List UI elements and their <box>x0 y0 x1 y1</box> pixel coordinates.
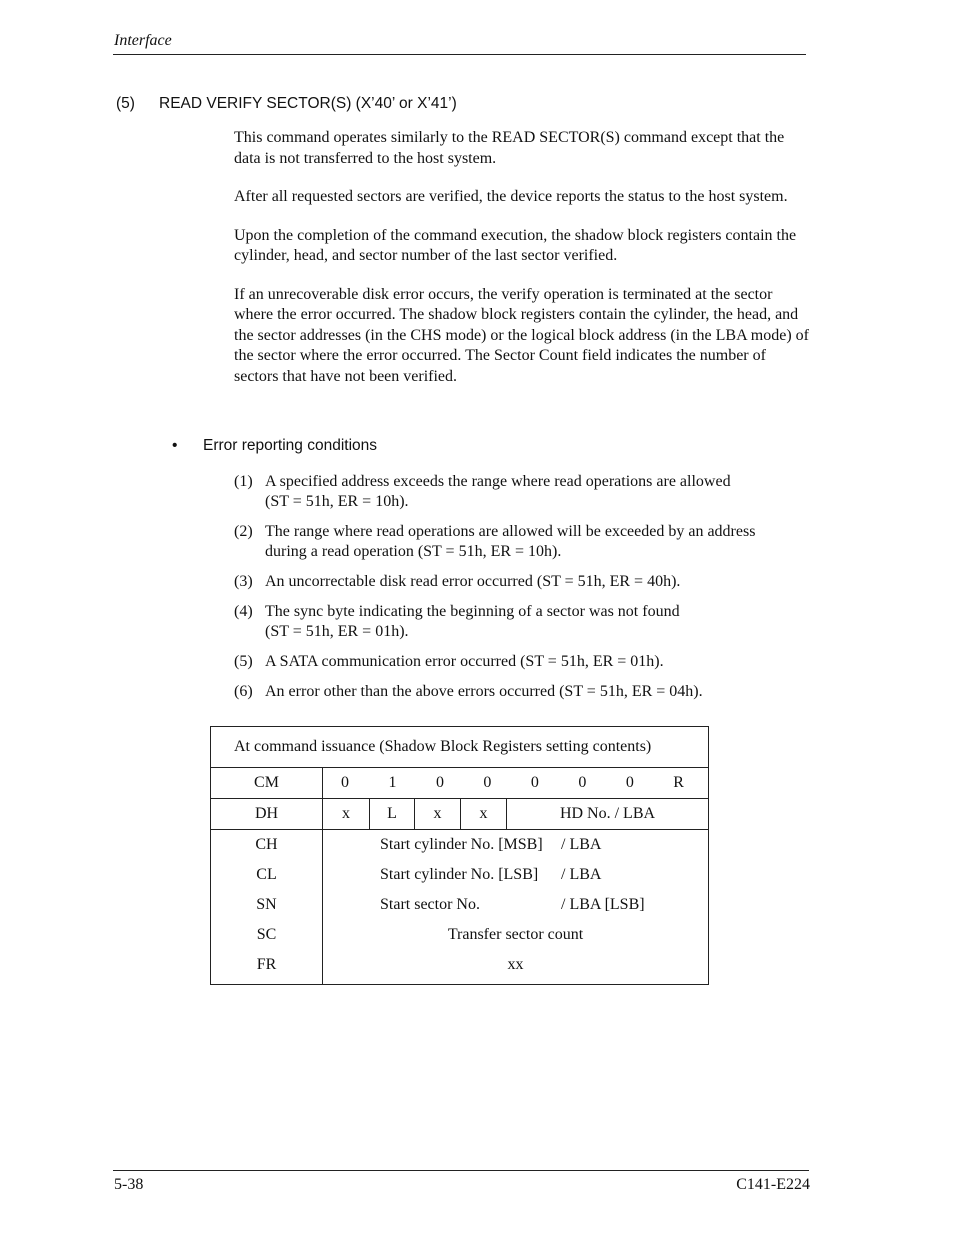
value-ch-a: Start cylinder No. [MSB] <box>380 836 543 853</box>
footer-rule <box>113 1170 809 1171</box>
cm-bit: 0 <box>483 774 492 791</box>
description-paragraphs <box>234 128 809 405</box>
condition-item <box>234 472 814 512</box>
condition-item <box>234 522 814 562</box>
header-rule <box>113 54 806 55</box>
cm-bit: 0 <box>435 774 444 791</box>
condition-number: (3) <box>234 573 253 590</box>
register-label-fr: FR <box>256 956 277 973</box>
condition-item <box>234 572 814 592</box>
register-settings-table <box>210 726 709 985</box>
running-header: Interface <box>114 32 172 49</box>
condition-number: (1) <box>234 473 253 490</box>
value-ch-b: / LBA <box>561 836 602 853</box>
value-row-cl <box>323 864 708 894</box>
register-label-sn: SN <box>256 896 277 913</box>
dh-bit: x <box>415 799 461 830</box>
condition-text-cont: during a read operation (ST = 51h, ER = 10h). <box>265 543 562 560</box>
dh-hd-lba: HD No. / LBA <box>507 799 709 830</box>
value-fr: xx <box>507 956 524 973</box>
condition-list <box>234 472 814 712</box>
section-title: READ VERIFY SECTOR(S) (X’40’ or X’41’) <box>159 95 457 112</box>
value-sc: Transfer sector count <box>447 926 584 943</box>
table-title-row <box>211 727 709 768</box>
paragraph: After all requested sectors are verified, the device reports the status to the host system. <box>234 188 788 205</box>
condition-item <box>234 602 814 642</box>
condition-number: (4) <box>234 603 253 620</box>
cm-bit: 1 <box>388 774 397 791</box>
document-number: C141-E224 <box>736 1176 810 1193</box>
table-row-address-group <box>211 830 709 985</box>
value-cl-b: / LBA <box>561 866 602 883</box>
cm-bit: 0 <box>578 774 587 791</box>
register-label-ch: CH <box>255 836 278 853</box>
register-label-dh: DH <box>211 799 323 830</box>
register-label-cl: CL <box>256 866 277 883</box>
condition-number: (5) <box>234 653 253 670</box>
value-row-ch <box>323 834 708 864</box>
value-sn-a: Start sector No. <box>380 896 480 913</box>
condition-item <box>234 652 814 672</box>
condition-text: An error other than the above errors occurred (ST = 51h, ER = 04h). <box>265 683 703 700</box>
value-row-sn <box>323 894 708 924</box>
register-labels-cell <box>211 830 323 985</box>
bullet-dot: • <box>172 437 178 454</box>
cm-bit: 0 <box>341 774 349 791</box>
dh-bit: x <box>323 799 370 830</box>
condition-text: A SATA communication error occurred (ST = 51h, ER = 01h). <box>265 653 664 670</box>
condition-number: (6) <box>234 683 253 700</box>
paragraph: Upon the completion of the command execution, the shadow block registers contain the cylinder, head, and sector number of the last sector verified. <box>234 226 797 264</box>
value-cl-a: Start cylinder No. [LSB] <box>380 866 539 883</box>
table-row-cm <box>211 768 709 799</box>
paragraph: If an unrecoverable disk error occurs, the verify operation is terminated at the sector where the error occurred. The shadow block registers contain the cylinder, the head, and the sector addresses (in the CHS mode) or the logical block address (in the LBA mode) of the sector where the error occurred. The Sector Count field indicates the number of sectors that have not been verified. <box>234 285 809 385</box>
cm-bit: 0 <box>625 774 634 791</box>
cm-bit: R <box>673 774 684 791</box>
condition-text: A specified address exceeds the range where read operations are allowed <box>265 473 731 490</box>
value-sn-b: / LBA [LSB] <box>561 896 645 913</box>
register-label-cm: CM <box>211 768 323 799</box>
register-label-sc: SC <box>256 926 277 943</box>
cm-bits-cell <box>323 768 709 799</box>
condition-text: The sync byte indicating the beginning of a sector was not found <box>265 603 680 620</box>
condition-text: An uncorrectable disk read error occurred (ST = 51h, ER = 40h). <box>265 573 681 590</box>
page-number: 5-38 <box>114 1176 144 1193</box>
value-row-sc <box>323 924 708 954</box>
condition-number: (2) <box>234 523 253 540</box>
register-values-cell <box>323 830 709 985</box>
condition-text-cont: (ST = 51h, ER = 01h). <box>265 623 409 640</box>
section-number: (5) <box>116 95 135 112</box>
cm-bit: 0 <box>530 774 539 791</box>
table-row-dh <box>211 799 709 830</box>
condition-text: The range where read operations are allowed will be exceeded by an address <box>265 523 756 540</box>
paragraph: This command operates similarly to the READ SECTOR(S) command except that the data is not transferred to the host system. <box>234 129 785 167</box>
table-title: At command issuance (Shadow Block Registers setting contents) <box>211 727 709 768</box>
dh-bit: x <box>461 799 507 830</box>
condition-text-cont: (ST = 51h, ER = 10h). <box>265 493 409 510</box>
value-row-fr <box>323 954 708 984</box>
condition-item <box>234 682 814 702</box>
bullet-label: Error reporting conditions <box>203 437 378 454</box>
dh-bit: L <box>370 799 415 830</box>
